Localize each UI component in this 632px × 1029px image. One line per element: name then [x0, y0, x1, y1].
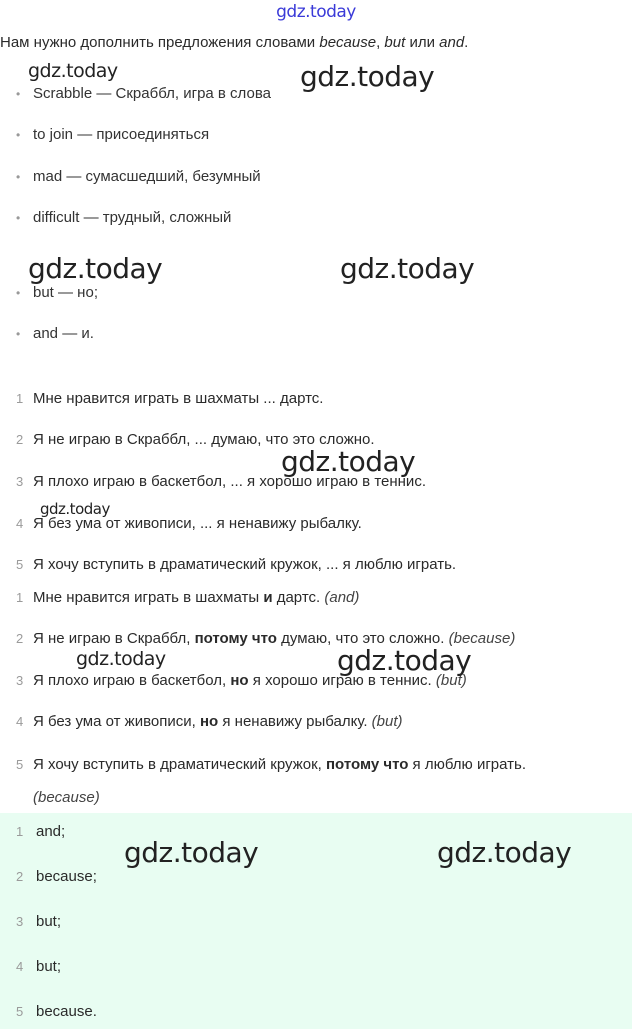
bullet: • [16, 128, 21, 142]
watermark: gdz.today [40, 500, 110, 518]
task-number: 2 [16, 432, 24, 447]
answer-row [16, 1003, 97, 1020]
task-number: 3 [16, 474, 24, 489]
answer-number: 2 [16, 869, 24, 884]
vocab-text: to join — присоединяться [33, 126, 210, 143]
task-row [16, 390, 323, 407]
solution-text: дартс. [272, 589, 325, 606]
solution-text: я ненавижу рыбалку. [218, 713, 372, 730]
solution-connector: но [199, 713, 219, 730]
answer-row [16, 868, 97, 885]
bullet: • [16, 286, 21, 300]
solution-hint: (but) [371, 713, 403, 730]
intro-text [0, 33, 632, 53]
solution-text: Я хочу вступить в драматический кружок, [33, 756, 326, 773]
intro-sep: , [376, 34, 385, 51]
answer-number: 3 [16, 914, 24, 929]
solution-row [16, 713, 403, 730]
solution-text: Я плохо играю в баскетбол, [33, 672, 231, 689]
vocab-text: but — но; [33, 284, 98, 301]
intro-suffix: . [464, 34, 469, 51]
solution-connector: потому что [194, 630, 277, 647]
watermark: gdz.today [28, 60, 118, 82]
answer-number: 4 [16, 959, 24, 974]
solution-number: 4 [16, 714, 24, 729]
vocab-item [16, 126, 209, 143]
intro-sep: или [405, 34, 440, 51]
bullet: • [16, 211, 21, 225]
watermark: gdz.today [124, 836, 259, 869]
solution-text: я хорошо играю в теннис. [248, 672, 436, 689]
solution-hint: (but) [435, 672, 467, 689]
intro-word-but: but [384, 34, 406, 51]
watermark: gdz.today [28, 252, 163, 285]
watermark: gdz.today [300, 60, 435, 93]
bullet: • [16, 170, 21, 184]
task-number: 5 [16, 557, 24, 572]
solution-number: 1 [16, 590, 24, 605]
solution-text: Мне нравится играть в шахматы [33, 589, 264, 606]
vocab-item [16, 325, 94, 342]
solution-text: Я не играю в Скраббл, [33, 630, 195, 647]
task-text: Я без ума от живописи, ... я ненавижу рыбалку. [33, 515, 362, 532]
answer-text: because. [36, 1003, 97, 1020]
watermark: gdz.today [340, 252, 475, 285]
answer-number: 5 [16, 1004, 24, 1019]
site-header-logo[interactable]: gdz.today [276, 2, 356, 22]
bullet: • [16, 327, 21, 341]
task-number: 4 [16, 516, 24, 531]
watermark: gdz.today [281, 445, 416, 478]
solution-hint: (because) [33, 789, 100, 806]
answer-text: but; [36, 958, 62, 975]
solution-number: 5 [16, 757, 24, 772]
task-number: 1 [16, 391, 24, 406]
solution-text: я люблю играть. [408, 756, 526, 773]
vocab-item [16, 284, 98, 301]
answer-row [16, 823, 65, 840]
intro-word-and: and [439, 34, 465, 51]
solution-connector: но [230, 672, 249, 689]
vocab-text: mad — сумасшедший, безумный [33, 168, 261, 185]
vocab-text: and — и. [33, 325, 94, 342]
watermark: gdz.today [437, 836, 572, 869]
answer-row [16, 913, 61, 930]
answer-text: because; [36, 868, 97, 885]
answer-row [16, 958, 61, 975]
intro-word-because: because [319, 34, 377, 51]
vocab-item [16, 209, 231, 226]
solution-text: думаю, что это сложно. [276, 630, 449, 647]
watermark: gdz.today [76, 648, 166, 670]
solution-number: 2 [16, 631, 24, 646]
solution-hint-line [33, 789, 100, 806]
solution-hint: (and) [324, 589, 360, 606]
solution-number: 3 [16, 673, 24, 688]
solution-text: Я без ума от живописи, [33, 713, 200, 730]
task-text: Я хочу вступить в драматический кружок, ... я люблю играть. [33, 556, 457, 573]
watermark: gdz.today [337, 644, 472, 677]
answer-number: 1 [16, 824, 24, 839]
answer-text: and; [36, 823, 66, 840]
bullet: • [16, 87, 21, 101]
task-text: Я плохо играю в баскетбол, ... я хорошо играю в теннис. [33, 473, 426, 490]
solution-row [16, 756, 526, 773]
intro-prefix: Нам нужно дополнить предложения словами [0, 34, 320, 51]
answer-text: but; [36, 913, 62, 930]
task-row [16, 556, 456, 573]
vocab-text: Scrabble — Скраббл, игра в слова [33, 85, 271, 102]
solution-row [16, 589, 359, 606]
solution-hint: (because) [448, 630, 516, 647]
solution-connector: и [263, 589, 273, 606]
vocab-item [16, 85, 271, 102]
task-text: Мне нравится играть в шахматы ... дартс. [33, 390, 324, 407]
task-text: Я не играю в Скраббл, ... думаю, что это сложно. [33, 431, 375, 448]
vocab-item [16, 168, 261, 185]
vocab-text: difficult — трудный, сложный [33, 209, 232, 226]
solution-connector: потому что [326, 756, 409, 773]
